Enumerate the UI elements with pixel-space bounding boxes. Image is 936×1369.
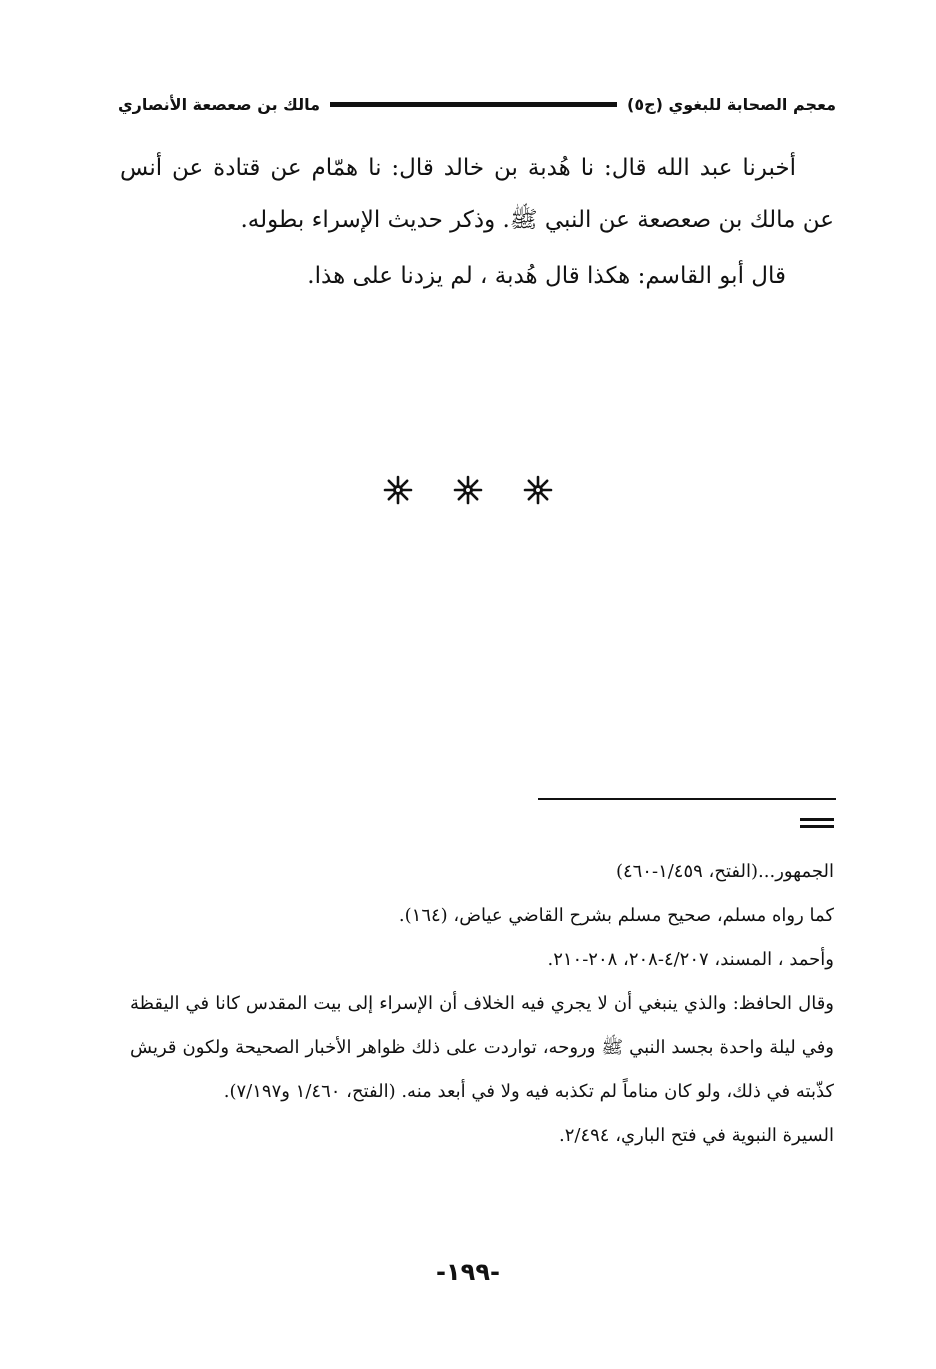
footnote-rule <box>538 798 836 800</box>
ornament-star-icon <box>383 475 413 505</box>
hadith-paragraph: أخبرنا عبد الله قال: نا هُدبة بن خالد قال: نا همّام عن قتادة عن أنس عن مالك بن صعصعة عن النبي ﷺ. وذكر حديث الإسراء بطوله. <box>120 155 834 233</box>
section-separator <box>0 475 936 505</box>
book-title: معجم الصحابة للبغوي (ج٥) <box>627 94 836 114</box>
header-rule <box>330 102 617 107</box>
footnote-line: الجمهور...(الفتح، ١/٤٥٩-٤٦٠) <box>615 861 834 882</box>
running-header <box>118 86 836 122</box>
page-number: -١٩٩- <box>436 1258 500 1286</box>
chapter-title: مالك بن صعصعة الأنصاري <box>118 94 320 114</box>
footnote-continuation-mark <box>800 818 834 832</box>
ornament-star-icon <box>523 475 553 505</box>
footnote-line: وأحمد ، المسند، ٤/٢٠٧-٢٠٨، ٢٠٨-٢١٠. <box>547 949 834 970</box>
abu-alqasim-paragraph: قال أبو القاسم: هكذا قال هُدبة ، لم يزدنا على هذا. <box>307 263 786 289</box>
ornament-star-icon <box>453 475 483 505</box>
footnote-line: وقال الحافظ: والذي ينبغي أن لا يجري فيه الخلاف أن الإسراء إلى بيت المقدس كانا في اليقظة وفي ليلة واحدة بجسد النبي ﷺ وروحه، تواردت على ذلك ظواهر الأخبار الصحيحة ولكون قريش كذّبته في ذلك، ولو كان مناماً لم تكذبه فيه ولا في أبعد منه. (الفتح، ١/٤٦٠ و٧/١٩٧). <box>130 993 835 1102</box>
footnotes <box>130 850 834 1158</box>
main-text <box>120 142 834 302</box>
footnote-line: السيرة النبوية في فتح الباري، ٢/٤٩٤. <box>559 1125 834 1146</box>
footnote-line: كما رواه مسلم، صحيح مسلم بشرح القاضي عياض، (١٦٤). <box>398 905 834 926</box>
